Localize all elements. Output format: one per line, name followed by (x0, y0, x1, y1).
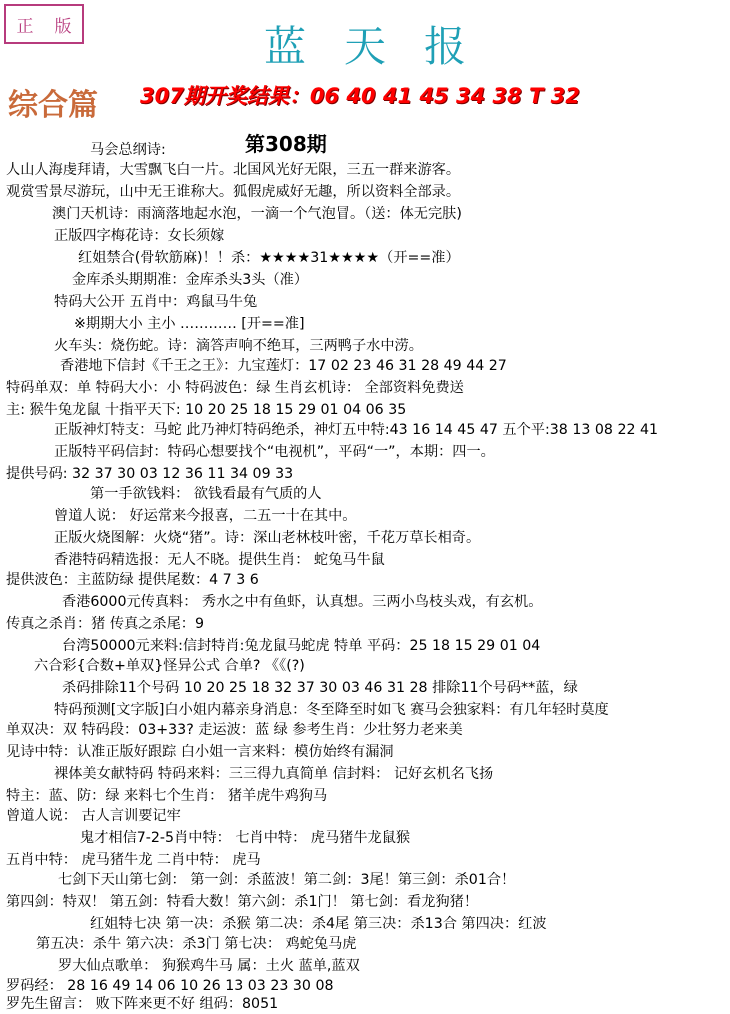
text-line: 马会总纲诗: (90, 142, 166, 158)
text-line: 香港6000元传真料： 秀水之中有鱼虾，认真想。三两小鸟枝头戏，有玄机。 (62, 594, 543, 610)
text-line: 罗大仙点歌单： 狗猴鸡牛马 属：土火 蓝单,蓝双 (58, 958, 360, 974)
text-line: 金库杀头期期准：金库杀头3头（准） (72, 272, 309, 288)
text-line: 澳门天机诗：雨滴落地起水泡，一滴一个气泡冒。（送：体无完肤) (52, 206, 462, 222)
text-line: 第一手欲钱料： 欲钱看最有气质的人 (90, 486, 322, 502)
text-line: 正版火烧图解：火烧“猪”。诗：深山老林枝叶密，千花万草长相奇。 (54, 530, 481, 546)
text-line: 红姐特七决 第一决：杀猴 第二决：杀4尾 第三决：杀13合 第四决：红波 (90, 916, 547, 932)
text-line: 见诗中特：认准正版好跟踪 白小姐一言来料：模仿始终有漏洞 (6, 744, 394, 760)
text-line: 曾道人说： 古人言训要记牢 (6, 808, 181, 824)
text-line: 杀码排除11个号码 10 20 25 18 32 37 30 03 46 31 28 排除11个号码**蓝，绿 (62, 680, 578, 696)
draw-result: 307期开奖结果：06 40 41 45 34 38 T 32 (140, 84, 580, 108)
text-line: 特码大公开 五肖中：鸡鼠马牛兔 (54, 294, 258, 310)
text-line: 第五决：杀牛 第六决：杀3门 第七决： 鸡蛇兔马虎 (36, 936, 357, 952)
text-line: 裸体美女献特码 特码来料：三三得九真简单 信封料： 记好玄机名飞扬 (54, 766, 494, 782)
text-line: 人山人海虔拜请，大雪飘飞白一片。北国风光好无限，三五一群来游客。 (6, 162, 461, 178)
newspaper-title: 蓝天报 (263, 22, 504, 71)
text-line: 单双决：双 特码段：03+33? 走运波：蓝 绿 参考生肖：少壮努力老来美 (6, 722, 463, 738)
text-line: 五肖中特： 虎马猪牛龙 二肖中特： 虎马 (6, 852, 261, 868)
text-line: 正版四字梅花诗：女长须嫁 (54, 228, 225, 244)
text-line: 火车头：烧伤蛇。诗：滴答声响不绝耳，三两鸭子水中涝。 (54, 338, 423, 354)
text-line: 提供号码: 32 37 30 03 12 36 11 34 09 33 (6, 466, 294, 482)
text-line: 台湾50000元来料:信封特肖:兔龙鼠马蛇虎 特单 平码：25 18 15 29 01 04 (62, 638, 541, 654)
text-line: 第四剑：特双！ 第五剑：特看大数！第六剑：杀1门！ 第七剑：看龙狗猪！ (6, 894, 479, 910)
text-line: 罗码经： 28 16 49 14 06 10 26 13 03 23 30 08 (6, 978, 334, 994)
issue-number: 第308期 (245, 132, 327, 156)
text-line: 特码单双：单 特码大小：小 特码波色：绿 生肖玄机诗： 全部资料免费送 (6, 380, 464, 396)
text-line: 主: 猴牛兔龙鼠 十指平天下: 10 20 25 18 15 29 01 04 06 35 (6, 402, 407, 418)
text-line: 香港地下信封《千王之王》：九宝莲灯：17 02 23 46 31 28 49 44 27 (60, 358, 507, 374)
text-line: 红姐禁合(骨软筋麻)！！杀：★★★★31★★★★（开==准） (78, 250, 460, 266)
text-line: 提供波色：主蓝防绿 提供尾数：4 7 3 6 (6, 572, 259, 588)
text-line: 观赏雪景尽游玩，山中无王谁称大。狐假虎威好无趣，所以资料全部录。 (6, 184, 461, 200)
text-line: 正版神灯特支：马蛇 此乃神灯特码绝杀，神灯五中特:43 16 14 45 47 五个平:38 13 08 22 41 (54, 422, 659, 438)
text-line: 特主：蓝、防：绿 来料七个生肖： 猪羊虎牛鸡狗马 (6, 788, 328, 804)
text-line: 传真之杀肖：猪 传真之杀尾：9 (6, 616, 204, 632)
text-line: ※期期大小 主小 ………… [开==准] (74, 316, 305, 332)
text-line: 罗先生留言： 败下阵来更不好 组码：8051 (6, 996, 279, 1012)
text-line: 七剑下天山第七剑： 第一剑：杀蓝波！第二剑：3尾！第三剑：杀01合！ (58, 872, 516, 888)
text-line: 鬼才相信7-2-5肖中特： 七肖中特： 虎马猪牛龙鼠猴 (80, 830, 411, 846)
text-line: 正版特平码信封：特码心想要找个“电视机”，平码“一”，本期：四一。 (54, 444, 495, 460)
badge-left: 正 (16, 16, 34, 37)
text-line: 特码预测[文字版]白小姐内幕亲身消息：冬至降至时如飞 赛马会独家料：有几年轻时莫度 (54, 702, 609, 718)
section-label: 综合篇 (8, 88, 98, 123)
text-line: 曾道人说： 好运常来今报喜，二五一十在其中。 (54, 508, 357, 524)
badge-right: 版 (54, 16, 72, 37)
text-line: 六合彩{合数+单双}怪异公式 合单? 《《(?) (34, 658, 305, 674)
text-line: 香港特码精选报：无人不晓。提供生肖： 蛇兔马牛鼠 (54, 552, 385, 568)
